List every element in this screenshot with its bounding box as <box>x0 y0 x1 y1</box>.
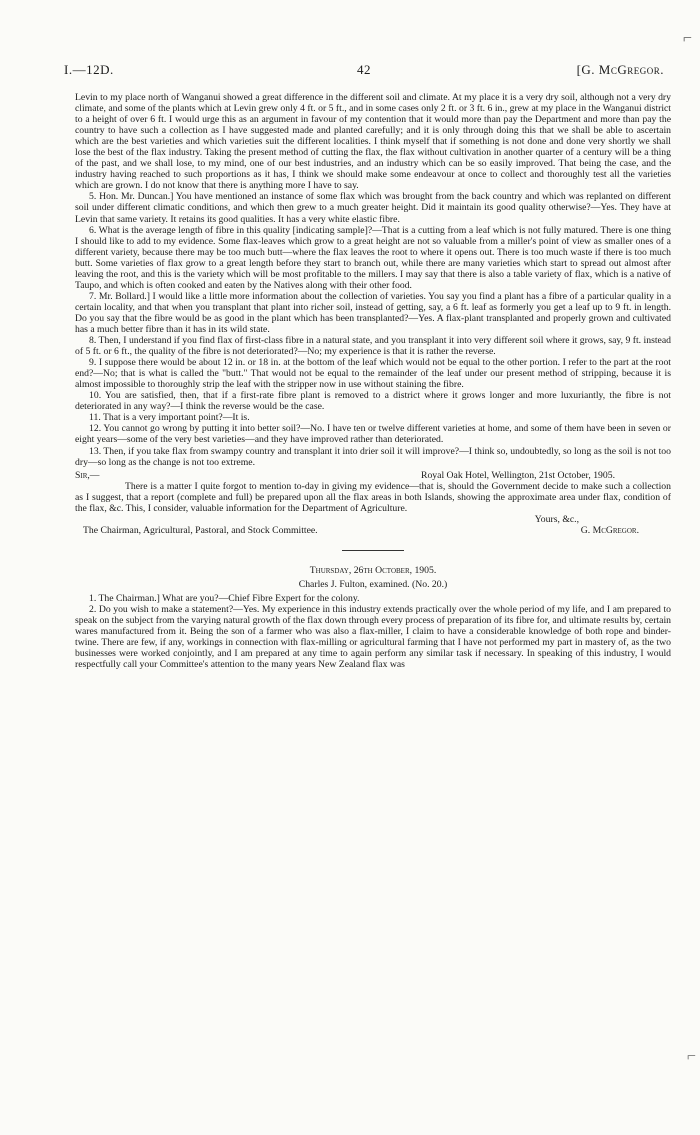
letter-footer <box>75 525 671 536</box>
page-header <box>64 62 664 80</box>
letter-body: There is a matter I quite forgot to mention to-day in giving my evidence—that is, should the Government decide to make such a collection as I suggest, that a report (complete and full) be prepared upon all the flax areas in both Islands, showing the approximate area under flax, condition of the flax, &c. This, I consider, valuable information for the Department of Agriculture. <box>75 480 671 514</box>
margin-mark: ⌐ <box>682 30 692 47</box>
paragraph: 2. Do you wish to make a statement?—Yes. My experience in this industry extends practically over the whole period of my life, and I am prepared to speak on the subject from the varying natural growth of the flax down through every process of preparation of its fibre for, and ultimate results by, certain wares manufactured from it. Being the son of a farmer who was also a flax-miller, I claim to have a considerable knowledge of both rope and binder-twine. There are few, if any, workings in connection with flax-milling or agricultural farming that I have not performed my part in mastery of, as the two businesses were worked conjointly, and I am prepared at any time to again perform any similar task if necessary. In speaking of this industry, I would respectfully call your Committee's attention to the many years New Zealand flax was <box>75 603 671 671</box>
section-divider <box>342 550 404 551</box>
session-date: Thursday, 26th October, 1905. <box>309 564 437 576</box>
paragraph: 13. Then, if you take flax from swampy country and transplant it into drier soil it will improve?—I think so, undoubtedly, so long as the soil is not too dry—so long as the change is not too extreme. <box>75 445 671 468</box>
paragraph: 1. The Chairman.] What are you?—Chief Fibre Expert for the colony. <box>89 592 360 604</box>
document-body <box>75 92 671 670</box>
letter-signature: G. McGregor. <box>580 524 639 536</box>
margin-mark: ⌐ <box>686 1048 696 1065</box>
letter-address-date: Royal Oak Hotel, Wellington, 21st October, 1905. <box>421 469 615 481</box>
letter-addressee: The Chairman, Agricultural, Pastoral, and Stock Committee. <box>83 524 318 536</box>
letter-closing: Yours, &c., <box>534 513 579 525</box>
paragraph: 7. Mr. Bollard.] I would like a little more information about the collection of varieties. You say you find a plant has a fibre of a particular quality in a certain locality, and that when you transplant that plant into richer soil, instead of getting, say, a 6 ft. leaf as formerly you get a leaf up to 9 ft. in length. Do you say that the fibre would be as good in the plant which has been transplanted?—Yes. A flax-plant transplanted and properly grown and cultivated has a much better fibre than it has in its wild state. <box>75 290 671 335</box>
paragraph: 6. What is the average length of fibre in this quality [indicating sample]?—That is a cutting from a leaf which is not fully matured. There is one thing I should like to add to my evidence. Some flax-leaves which grow to a great height are not so valuable from a miller's point of view as smaller ones of a different variety, because there may be too much butt—where the flax leaves the root to where it opens out. There is too much waste if there is too much butt. Some varieties of flax grow to a great length before they start to branch out, while there are many varieties which start to spread out almost after leaving the root, and this is the variety which will be most profitable to the millers. I may say that there is also a table variety of flax, which is a native of Taupo, and which is often cooked and eaten by the Natives along with their other food. <box>75 224 671 291</box>
paragraph: 10. You are satisfied, then, that if a first-rate fibre plant is removed to a district where it grows longer and more luxuriantly, the fibre is not deteriorated in any way?—I think the reverse would be the case. <box>75 390 671 413</box>
paragraph: 9. I suppose there would be about 12 in. or 18 in. at the bottom of the leaf which would not be equal to the other portion. I refer to the part at the root end?—No; that is what is called the "butt." That would not be equal to the remainder of the leaf under our present method of stripping, because it is almost impossible to thoroughly strip the leaf with the stripper now in use without staining the fibre. <box>75 357 671 391</box>
letter-salutation: Sir,— <box>75 469 100 481</box>
document-reference: I.—12D. <box>64 62 114 77</box>
witness-name: [G. McGregor. <box>576 62 664 77</box>
paragraph: 11. That is a very important point?—It is. <box>89 412 250 424</box>
paragraph: Levin to my place north of Wanganui showed a great difference in the different soil and climate. At my place it is a very dry soil, although not a very dry climate, and some of the plants which at Levin grew only 4 ft. or 5 ft., and in some cases only 2 ft. or 3 ft. 6 in., grew at my place in the Wanganui district to a height of over 6 ft. I would urge this as an argument in favour of my contention that it would more than pay the Department and more than pay the country to have such a collection as I have suggested made and planted carefully; and it is only through doing this that we shall be able to ascertain which are the best varieties and which varieties suit the different localities. I think myself that if something is not done and done very shortly we shall lose the best of the flax industry. Taking the present method of cutting the flax, the flax without cultivation in another quarter of a century will be a thing of the past, and we shall lose, to my mind, one of our best industries, and an industry which can be so easily improved. That being the case, and the industry having reached to such proportions as it has, I think we should make some endeavour at once to collect and thoroughly test all the varieties which are grown. I do not know that there is anything more I have to say. <box>75 92 671 192</box>
page-number: 42 <box>357 62 371 77</box>
letter-heading <box>75 470 671 481</box>
paragraph: 12. You cannot go wrong by putting it into better soil?—No. I have ten or twelve different varieties at home, and some of them have been in seven or eight years—some of the very best varieties—and they have improved rather than deteriorated. <box>75 423 671 446</box>
witness-heading: Charles J. Fulton, examined. (No. 20.) <box>298 578 448 590</box>
paragraph: 8. Then, I understand if you find flax of first-class fibre in a natural state, and you transplant it into very different soil where it grows, say, 9 ft. instead of 5 ft. or 6 ft., the quality of the fibre is not deteriorated?—No; my experience is that it is rather the reverse. <box>75 335 671 358</box>
paragraph: 5. Hon. Mr. Duncan.] You have mentioned an instance of some flax which was brought from the back country and which was replanted on different soil under different climatic conditions, and which then grew to a much greater height. Did it maintain its good quality otherwise?—Yes. They have at Levin that same variety. It retains its good qualities. It has a very white elastic fibre. <box>75 191 671 225</box>
